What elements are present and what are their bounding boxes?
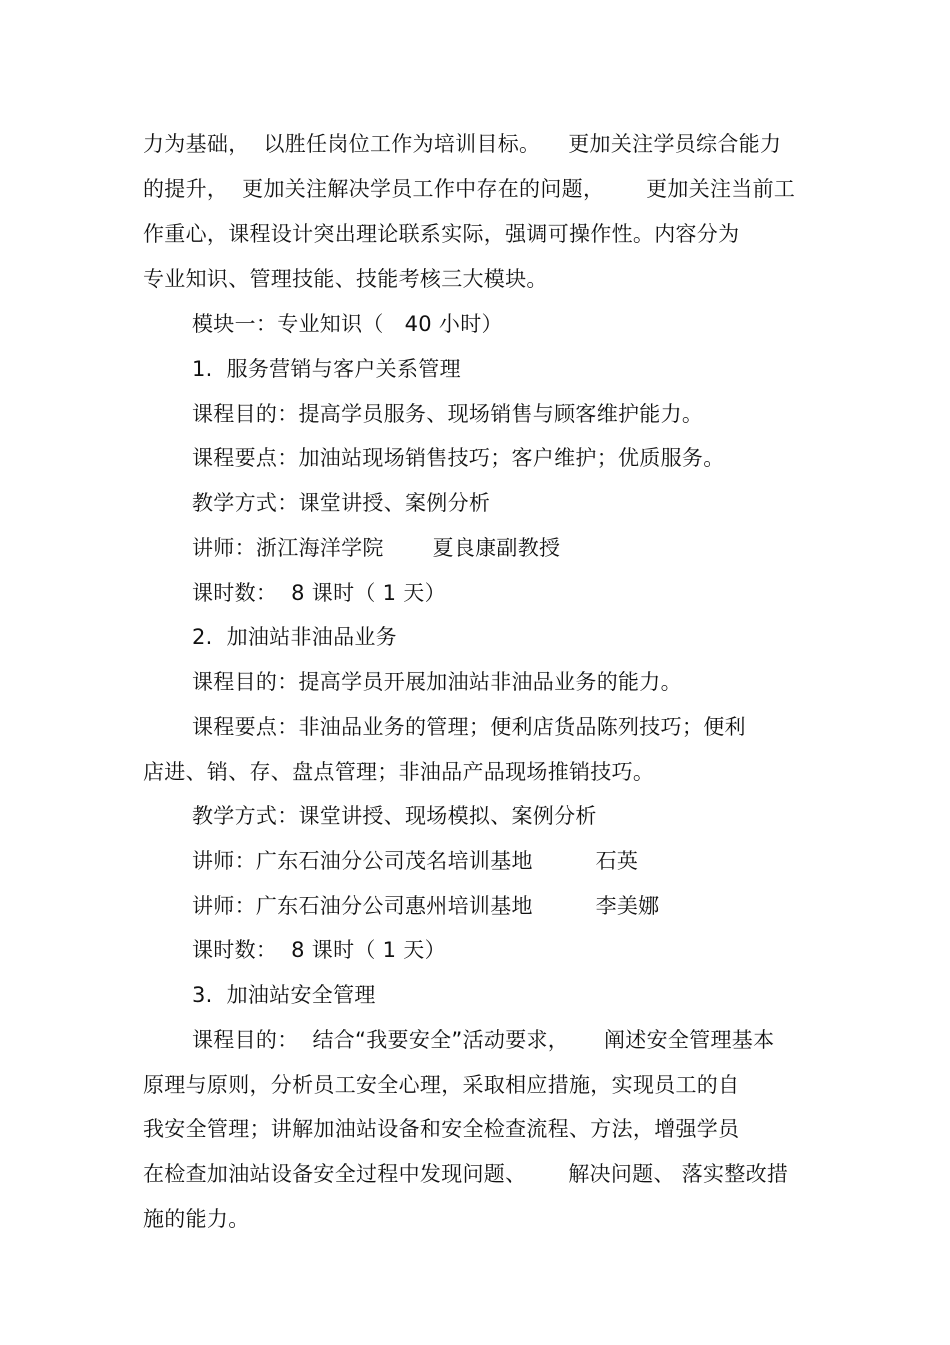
course3-purpose-line-3: 我安全管理；讲解加油站设备和安全检查流程、方法，增强学员 (143, 1117, 740, 1141)
course2-method: 教学方式：课堂讲授、现场模拟、案例分析 (192, 804, 597, 828)
course2-title: 2. 加油站非油品业务 (192, 625, 397, 649)
course3-purpose-line-2: 原理与原则，分析员工安全心理，采取相应措施，实现员工的自 (143, 1073, 740, 1097)
course2-purpose: 课程目的：提高学员开展加油站非油品业务的能力。 (192, 670, 682, 694)
course1-title: 1. 服务营销与客户关系管理 (192, 357, 461, 381)
course2-lecturer-1: 讲师：广东石油分公司茂名培训基地 石英 (192, 849, 639, 873)
course3-purpose-line-5: 施的能力。 (143, 1207, 250, 1231)
course1-points: 课程要点：加油站现场销售技巧；客户维护；优质服务。 (192, 446, 725, 470)
course2-hours: 课时数： 8 课时（ 1 天） (192, 938, 446, 962)
course1-purpose: 课程目的：提高学员服务、现场销售与顾客维护能力。 (192, 402, 704, 426)
intro-line-1: 力为基础， 以胜任岗位工作为培训目标。 更加关注学员综合能力 (143, 132, 782, 156)
course3-title: 3. 加油站安全管理 (192, 983, 376, 1007)
course1-lecturer: 讲师：浙江海洋学院 夏良康副教授 (192, 536, 561, 560)
intro-line-2: 的提升， 更加关注解决学员工作中存在的问题， 更加关注当前工 (143, 177, 796, 201)
course3-purpose-line-4: 在检查加油站设备安全过程中发现问题、 解决问题、 落实整改措 (143, 1162, 789, 1186)
course1-hours: 课时数： 8 课时（ 1 天） (192, 581, 446, 605)
course2-points-line-2: 店进、销、存、盘点管理；非油品产品现场推销技巧。 (143, 760, 655, 784)
module1-heading: 模块一：专业知识（ 40 小时） (192, 312, 503, 336)
intro-line-3: 作重心，课程设计突出理论联系实际，强调可操作性。内容分为 (143, 222, 740, 246)
intro-line-4: 专业知识、管理技能、技能考核三大模块。 (143, 267, 548, 291)
course2-lecturer-2: 讲师：广东石油分公司惠州培训基地 李美娜 (192, 894, 660, 918)
course1-method: 教学方式：课堂讲授、案例分析 (192, 491, 491, 515)
course3-purpose-line-1: 课程目的： 结合“我要安全”活动要求， 阐述安全管理基本 (192, 1028, 775, 1052)
course2-points-line-1: 课程要点：非油品业务的管理；便利店货品陈列技巧；便利 (192, 715, 746, 739)
